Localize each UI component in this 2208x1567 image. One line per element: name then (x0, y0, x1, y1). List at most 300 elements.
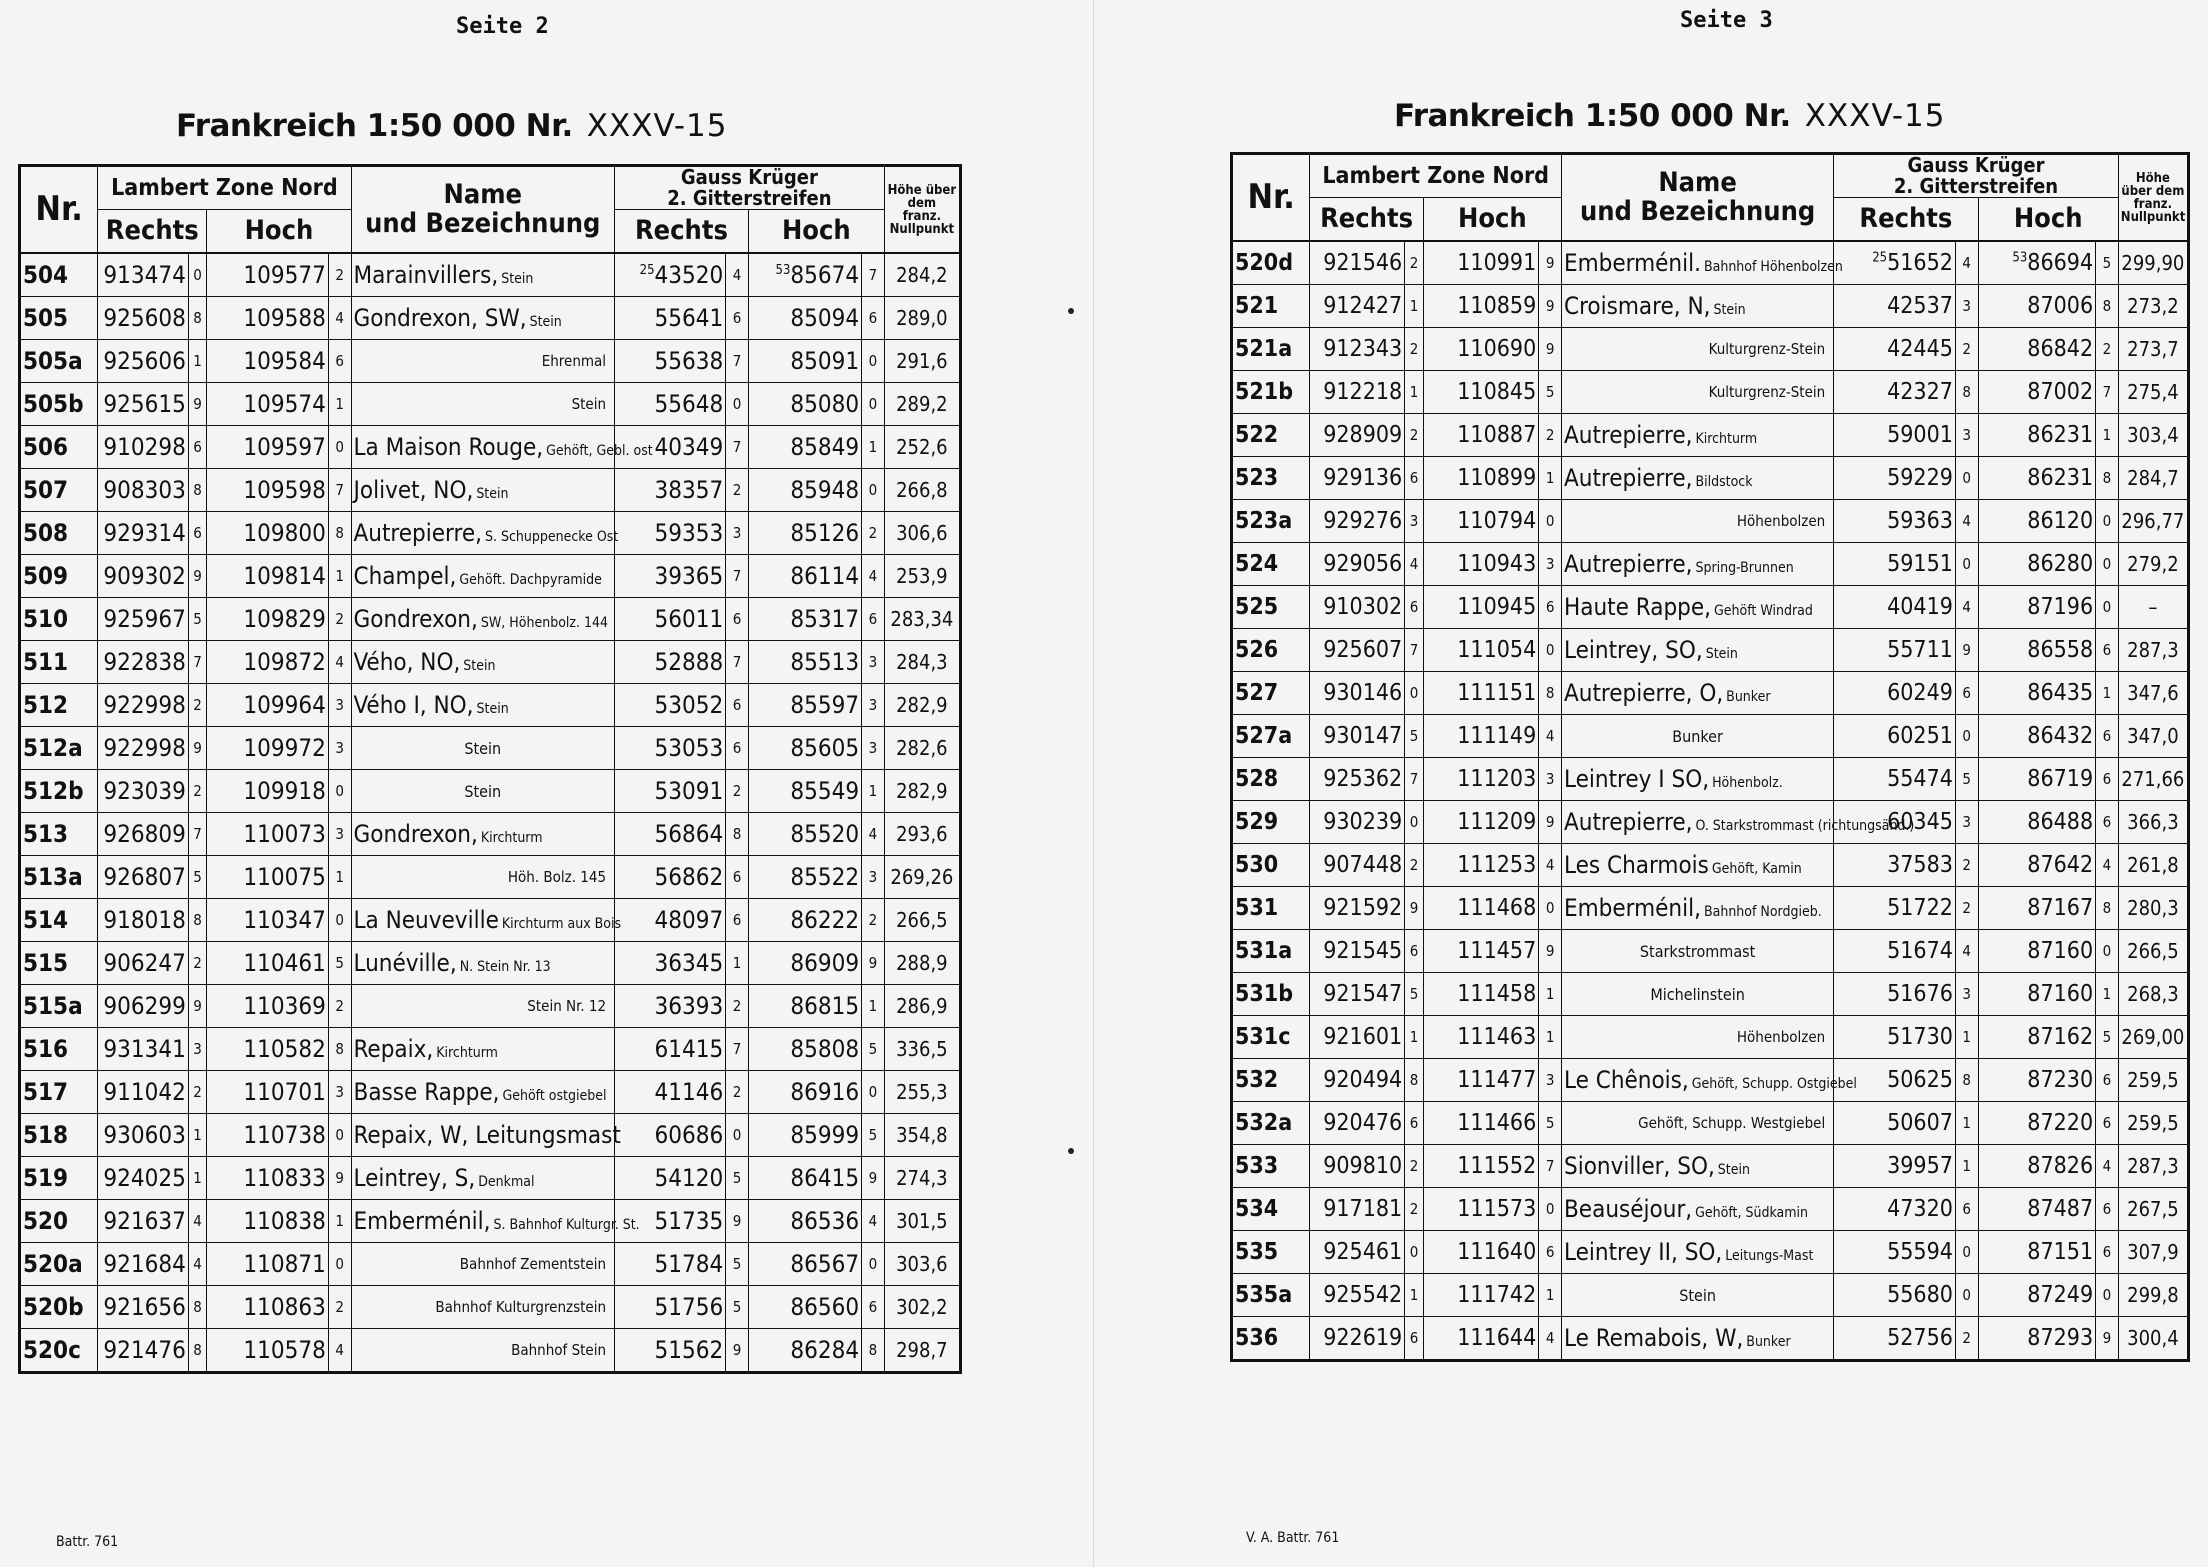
point-name (1561, 672, 1833, 715)
point-name (1561, 844, 1833, 887)
name-main: Gondrexon, (353, 605, 478, 633)
point-number: 533 (1232, 1145, 1310, 1188)
gk-hoch (748, 253, 861, 297)
point-name (351, 856, 615, 899)
gk-hoch (1978, 844, 2096, 887)
name-main: Repaix, W, Leitungsmast (353, 1121, 621, 1149)
lambert-rechts: 907448 (1310, 844, 1405, 887)
lambert-hoch: 111253 (1423, 844, 1538, 887)
table-row (1232, 1102, 2189, 1145)
gk-hoch (748, 340, 861, 383)
gk-rechts-digit: 6 (726, 684, 749, 727)
lambert-hoch-digit: 4 (1539, 715, 1562, 758)
lambert-rechts-digit: 7 (1405, 758, 1424, 801)
gk-hoch-digit: 1 (862, 770, 885, 813)
lambert-hoch: 109800 (207, 512, 328, 555)
height-value: – (2118, 586, 2188, 629)
lambert-rechts-digit: 2 (1405, 328, 1424, 371)
height-value: 293,6 (884, 813, 960, 856)
lambert-rechts: 912427 (1310, 285, 1405, 328)
name-description: Gehöft, Schupp. Ostgiebel (1691, 1076, 1857, 1092)
lambert-rechts: 929136 (1310, 457, 1405, 500)
point-name (351, 1114, 621, 1157)
gk-rechts-value: 59001 (1887, 422, 1953, 448)
height-value: 255,3 (884, 1071, 960, 1114)
gk-hoch-value: 86222 (790, 906, 860, 934)
gk-rechts-digit: 3 (1955, 801, 1978, 844)
gk-rechts-value: 55641 (654, 304, 724, 332)
point-number: 523a (1232, 500, 1310, 543)
gk-rechts (615, 813, 726, 856)
gk-hoch-value: 86120 (2027, 508, 2094, 534)
table-row (20, 426, 961, 469)
gk-hoch (1978, 1231, 2096, 1274)
gk-hoch (1978, 371, 2096, 414)
lambert-rechts: 925542 (1310, 1274, 1405, 1317)
lambert-rechts: 931341 (98, 1028, 189, 1071)
lambert-rechts: 906247 (98, 942, 189, 985)
gk-prefix: 25 (639, 263, 655, 278)
lambert-hoch: 110899 (1423, 457, 1538, 500)
gk-rechts-digit: 3 (1955, 973, 1978, 1016)
lambert-hoch-digit: 5 (328, 942, 351, 985)
name-description: Gehöft Windrad (1714, 603, 1813, 619)
table-row (1232, 543, 2189, 586)
gk-rechts-digit: 5 (726, 1243, 749, 1286)
name-main: Gondrexon, SW, (353, 304, 527, 332)
gk-hoch-digit: 3 (862, 684, 885, 727)
lambert-rechts-digit: 8 (188, 469, 207, 512)
lambert-hoch-digit: 0 (328, 426, 351, 469)
point-name (351, 598, 615, 641)
lambert-hoch: 111644 (1423, 1317, 1538, 1361)
lambert-hoch-digit: 2 (1539, 414, 1562, 457)
name-main: Croismare, N, (1563, 292, 1711, 320)
lambert-rechts-digit: 5 (1405, 715, 1424, 758)
gk-rechts (1834, 1145, 1956, 1188)
lambert-rechts-digit: 1 (188, 340, 207, 383)
header-lambert: Lambert Zone Nord (98, 166, 351, 210)
height-value: 307,9 (2118, 1231, 2188, 1274)
gk-rechts (615, 297, 726, 340)
gk-rechts-digit: 8 (1955, 371, 1978, 414)
height-value: 303,6 (884, 1243, 960, 1286)
point-name (1561, 629, 1833, 672)
gk-hoch (1978, 414, 2096, 457)
gk-hoch (1978, 801, 2096, 844)
gk-hoch-digit: 0 (2096, 930, 2119, 973)
table-row (1232, 285, 2189, 328)
point-number: 531a (1232, 930, 1310, 973)
gk-hoch (748, 985, 861, 1028)
lambert-rechts-digit: 6 (1405, 1102, 1424, 1145)
gk-rechts-digit: 8 (1955, 1059, 1978, 1102)
name-description: Gehöft, Gebl. ost (546, 443, 653, 459)
lambert-hoch: 109964 (207, 684, 328, 727)
height-value: 299,90 (2118, 241, 2188, 285)
gk-rechts (1834, 457, 1956, 500)
lambert-rechts-digit: 8 (188, 899, 207, 942)
gk-rechts (615, 1286, 726, 1329)
table-row (1232, 930, 2189, 973)
gk-rechts (615, 598, 726, 641)
point-name (351, 1071, 615, 1114)
table-row (1232, 457, 2189, 500)
lambert-rechts-digit: 7 (188, 813, 207, 856)
lambert-rechts: 912343 (1310, 328, 1405, 371)
lambert-rechts: 930147 (1310, 715, 1405, 758)
gk-hoch (1978, 1188, 2096, 1231)
gk-rechts-digit: 3 (726, 512, 749, 555)
lambert-rechts-digit: 9 (188, 727, 207, 770)
gk-rechts-digit: 4 (726, 253, 749, 297)
lambert-hoch: 110701 (207, 1071, 328, 1114)
name-main: Repaix, (353, 1035, 434, 1063)
gk-hoch-value: 86694 (2027, 250, 2094, 276)
gk-rechts (1834, 1274, 1956, 1317)
gk-hoch (748, 684, 861, 727)
gk-hoch-digit: 4 (862, 555, 885, 598)
lambert-hoch: 109872 (207, 641, 328, 684)
gk-hoch-value: 86231 (2027, 422, 2094, 448)
gk-hoch-value: 87196 (2027, 594, 2094, 620)
series-number: XXXV-15 (1804, 98, 1946, 134)
lambert-rechts: 922998 (98, 684, 189, 727)
gk-rechts-value: 51562 (654, 1336, 724, 1364)
point-number: 524 (1232, 543, 1310, 586)
gk-rechts-digit: 5 (726, 1157, 749, 1200)
table-row (20, 340, 961, 383)
lambert-rechts-digit: 9 (1405, 887, 1424, 930)
gk-hoch-digit: 9 (2096, 1317, 2119, 1361)
gk-rechts-value: 56011 (654, 605, 724, 633)
name-main: Jolivet, NO, (353, 476, 474, 504)
gk-rechts-digit: 1 (1955, 1102, 1978, 1145)
gk-hoch (748, 469, 861, 512)
lambert-rechts-digit: 3 (188, 1028, 207, 1071)
gk-rechts-value: 39365 (654, 562, 724, 590)
gk-hoch (748, 899, 861, 942)
gk-rechts-value: 60249 (1887, 680, 1953, 706)
name-main: Leintrey, SO, (1563, 636, 1703, 664)
gk-hoch-value: 87293 (2027, 1325, 2094, 1351)
name-description: Höhenbolzen (1736, 512, 1826, 530)
point-name (1561, 1145, 1833, 1188)
point-name (1561, 586, 1833, 629)
lambert-rechts: 926809 (98, 813, 189, 856)
name-description: Stein (464, 781, 502, 801)
header-nr: Nr. (20, 166, 98, 254)
gk-hoch-digit: 6 (2096, 715, 2119, 758)
name-description: Bahnhof Nordgieb. (1703, 904, 1822, 920)
table-row (20, 1286, 961, 1329)
name-description: Stein (1717, 1162, 1750, 1178)
gk-hoch-value: 86435 (2027, 680, 2094, 706)
gk-hoch-digit: 2 (862, 899, 885, 942)
table-row (20, 1071, 961, 1114)
gk-hoch-value: 86114 (790, 562, 860, 590)
gk-hoch-value: 85549 (790, 777, 860, 805)
lambert-rechts: 918018 (98, 899, 189, 942)
gk-hoch (1978, 328, 2096, 371)
name-description: Gehöft. Dachpyramide (459, 572, 602, 588)
point-number: 508 (20, 512, 98, 555)
lambert-rechts: 912218 (1310, 371, 1405, 414)
gk-hoch-value: 87167 (2027, 895, 2094, 921)
lambert-rechts: 924025 (98, 1157, 189, 1200)
height-value: 300,4 (2118, 1317, 2188, 1361)
gk-hoch-digit: 3 (862, 727, 885, 770)
name-main: Autrepierre, O, (1563, 679, 1724, 707)
point-number: 517 (20, 1071, 98, 1114)
lambert-rechts-digit: 4 (1405, 543, 1424, 586)
lambert-rechts-digit: 4 (188, 1200, 207, 1243)
lambert-hoch: 110690 (1423, 328, 1538, 371)
name-description: Kulturgrenz-Stein (1708, 383, 1826, 401)
lambert-rechts-digit: 3 (1405, 500, 1424, 543)
name-description: Denkmal (478, 1174, 535, 1190)
lambert-hoch-digit: 9 (1539, 241, 1562, 285)
lambert-rechts-digit: 2 (188, 684, 207, 727)
gk-rechts-digit: 9 (726, 1329, 749, 1373)
point-name (1561, 973, 1833, 1016)
gk-rechts (615, 770, 726, 813)
lambert-rechts-digit: 0 (1405, 1231, 1424, 1274)
lambert-hoch: 110794 (1423, 500, 1538, 543)
lambert-rechts-digit: 8 (1405, 1059, 1424, 1102)
gk-rechts-value: 55680 (1887, 1282, 1953, 1308)
gk-hoch-digit: 6 (2096, 758, 2119, 801)
point-name (351, 1329, 615, 1373)
header-gk-line2: 2. Gitterstreifen (667, 186, 832, 210)
gk-rechts (615, 1329, 726, 1373)
gk-rechts-digit: 4 (1955, 586, 1978, 629)
gk-hoch (748, 1071, 861, 1114)
point-number: 516 (20, 1028, 98, 1071)
gk-hoch-digit: 6 (2096, 801, 2119, 844)
lambert-hoch: 110347 (207, 899, 328, 942)
gk-hoch (748, 942, 861, 985)
gk-hoch (748, 770, 861, 813)
lambert-rechts-digit: 0 (1405, 801, 1424, 844)
name-description: Michelinstein (1650, 984, 1745, 1004)
gk-rechts-digit: 1 (1955, 1145, 1978, 1188)
gk-hoch-digit: 1 (2096, 672, 2119, 715)
lambert-hoch-digit: 0 (1539, 1188, 1562, 1231)
lambert-hoch-digit: 6 (1539, 1231, 1562, 1274)
gk-hoch-value: 85597 (790, 691, 860, 719)
gk-hoch-value: 85080 (790, 390, 860, 418)
gk-rechts-value: 53052 (654, 691, 724, 719)
lambert-hoch-digit: 2 (328, 1286, 351, 1329)
gk-hoch-digit: 8 (862, 1329, 885, 1373)
lambert-hoch-digit: 3 (328, 813, 351, 856)
height-value: 287,3 (2118, 1145, 2188, 1188)
table-row (1232, 887, 2189, 930)
gk-hoch (1978, 500, 2096, 543)
gk-rechts-value: 43520 (654, 261, 724, 289)
gk-rechts (615, 340, 726, 383)
gk-rechts (1834, 1231, 1956, 1274)
gk-hoch (1978, 586, 2096, 629)
name-description: Bunker (1672, 726, 1723, 746)
table-row (1232, 414, 2189, 457)
gk-hoch-digit: 4 (862, 1200, 885, 1243)
gk-hoch-value: 87160 (2027, 938, 2094, 964)
name-description: Stein (1705, 646, 1738, 662)
name-description: Gehöft ostgiebel (502, 1088, 607, 1104)
point-name (1561, 1317, 1833, 1361)
table-row (1232, 1274, 2189, 1317)
height-value: 284,2 (884, 253, 960, 297)
name-main: Leintrey I SO, (1563, 765, 1710, 793)
height-value: 284,3 (884, 641, 960, 684)
lambert-rechts-digit: 7 (188, 641, 207, 684)
point-name (1561, 1274, 1833, 1317)
gk-rechts-value: 55648 (654, 390, 724, 418)
lambert-hoch: 110871 (207, 1243, 328, 1286)
gk-rechts (1834, 1317, 1956, 1361)
gk-rechts (1834, 285, 1956, 328)
header-name-line2: und Bezeichnung (1579, 195, 1816, 227)
height-value: 282,6 (884, 727, 960, 770)
gk-hoch-value: 86909 (790, 949, 860, 977)
height-value: 289,2 (884, 383, 960, 426)
point-number: 510 (20, 598, 98, 641)
gk-rechts (615, 684, 726, 727)
gk-hoch-value: 86415 (790, 1164, 860, 1192)
lambert-hoch: 109577 (207, 253, 328, 297)
lambert-hoch-digit: 1 (328, 555, 351, 598)
gk-hoch-digit: 0 (2096, 586, 2119, 629)
name-description: Gehöft, Kamin (1711, 861, 1802, 877)
lambert-rechts-digit: 5 (188, 856, 207, 899)
gk-hoch-digit: 0 (2096, 543, 2119, 586)
gk-hoch (748, 1114, 861, 1157)
table-row (20, 1114, 961, 1157)
name-description: Starkstrommast (1639, 941, 1756, 961)
table-row (1232, 1016, 2189, 1059)
point-number: 527 (1232, 672, 1310, 715)
lambert-hoch-digit: 0 (1539, 500, 1562, 543)
gk-hoch (748, 1286, 861, 1329)
point-name (351, 985, 615, 1028)
gk-rechts (1834, 887, 1956, 930)
lambert-rechts: 925461 (1310, 1231, 1405, 1274)
gk-rechts (1834, 328, 1956, 371)
lambert-hoch-digit: 1 (1539, 1274, 1562, 1317)
table-row (1232, 973, 2189, 1016)
lambert-hoch-digit: 8 (328, 512, 351, 555)
lambert-hoch-digit: 1 (328, 383, 351, 426)
gk-hoch (748, 641, 861, 684)
header-gk-rechts: Rechts (615, 210, 749, 254)
gk-rechts-value: 40419 (1887, 594, 1953, 620)
lambert-rechts-digit: 7 (1405, 629, 1424, 672)
gk-hoch-digit: 6 (862, 598, 885, 641)
lambert-rechts-digit: 6 (188, 512, 207, 555)
gk-rechts-digit: 3 (1955, 414, 1978, 457)
gk-rechts-value: 47320 (1887, 1196, 1953, 1222)
lambert-hoch: 111209 (1423, 801, 1538, 844)
table-row (1232, 672, 2189, 715)
point-number: 505 (20, 297, 98, 340)
header-name-line1: Name (1658, 167, 1737, 199)
header-lambert-rechts: Rechts (1310, 198, 1423, 242)
name-main: Autrepierre, (1563, 550, 1693, 578)
lambert-rechts: 930239 (1310, 801, 1405, 844)
point-number: 521b (1232, 371, 1310, 414)
lambert-hoch: 111552 (1423, 1145, 1538, 1188)
height-value: 259,5 (2118, 1059, 2188, 1102)
gk-hoch-digit: 6 (862, 1286, 885, 1329)
point-name (1561, 543, 1833, 586)
name-main: La Neuveville (353, 906, 499, 934)
point-number: 507 (20, 469, 98, 512)
lambert-hoch: 111468 (1423, 887, 1538, 930)
point-number: 535a (1232, 1274, 1310, 1317)
table-row (20, 813, 961, 856)
name-description: Höhenbolz. (1712, 775, 1783, 791)
gk-prefix: 53 (775, 263, 791, 278)
gk-rechts (1834, 758, 1956, 801)
page-label: Seite 3 (1680, 8, 1773, 33)
point-number: 515a (20, 985, 98, 1028)
height-value: 286,9 (884, 985, 960, 1028)
lambert-rechts-digit: 0 (1405, 672, 1424, 715)
lambert-rechts: 925967 (98, 598, 189, 641)
point-number: 512 (20, 684, 98, 727)
name-description: Bunker (1726, 689, 1771, 705)
gk-rechts-value: 52756 (1887, 1325, 1953, 1351)
table-row (20, 297, 961, 340)
lambert-rechts: 921656 (98, 1286, 189, 1329)
gk-hoch-value: 86560 (790, 1293, 860, 1321)
height-value: 266,5 (2118, 930, 2188, 973)
name-description: Kirchturm (1695, 431, 1758, 447)
gk-rechts-digit: 6 (726, 899, 749, 942)
gk-hoch-digit: 2 (2096, 328, 2119, 371)
lambert-rechts: 922998 (98, 727, 189, 770)
point-number: 506 (20, 426, 98, 469)
name-description: Stein Nr. 12 (527, 997, 607, 1015)
gk-rechts-digit: 8 (726, 813, 749, 856)
lambert-hoch: 110945 (1423, 586, 1538, 629)
gk-hoch-value: 86280 (2027, 551, 2094, 577)
gk-rechts-digit: 2 (726, 1071, 749, 1114)
lambert-hoch: 110578 (207, 1329, 328, 1373)
lambert-hoch-digit: 3 (1539, 758, 1562, 801)
point-number: 520d (1232, 241, 1310, 285)
header-nr: Nr. (1232, 154, 1310, 242)
point-name (1561, 758, 1833, 801)
lambert-rechts: 921601 (1310, 1016, 1405, 1059)
gk-hoch-digit: 3 (862, 856, 885, 899)
gk-hoch-value: 86231 (2027, 465, 2094, 491)
lambert-hoch: 110991 (1423, 241, 1538, 285)
gk-rechts-value: 55638 (654, 347, 724, 375)
header-lambert-hoch: Hoch (1423, 198, 1561, 242)
height-value: 269,26 (884, 856, 960, 899)
gk-rechts-value: 61415 (654, 1035, 724, 1063)
gk-rechts-value: 51674 (1887, 938, 1953, 964)
point-number: 520 (20, 1200, 98, 1243)
point-number: 519 (20, 1157, 98, 1200)
gk-rechts-value: 60345 (1887, 809, 1953, 835)
height-value: 275,4 (2118, 371, 2188, 414)
gk-rechts-digit: 2 (1955, 844, 1978, 887)
point-name (1561, 457, 1833, 500)
